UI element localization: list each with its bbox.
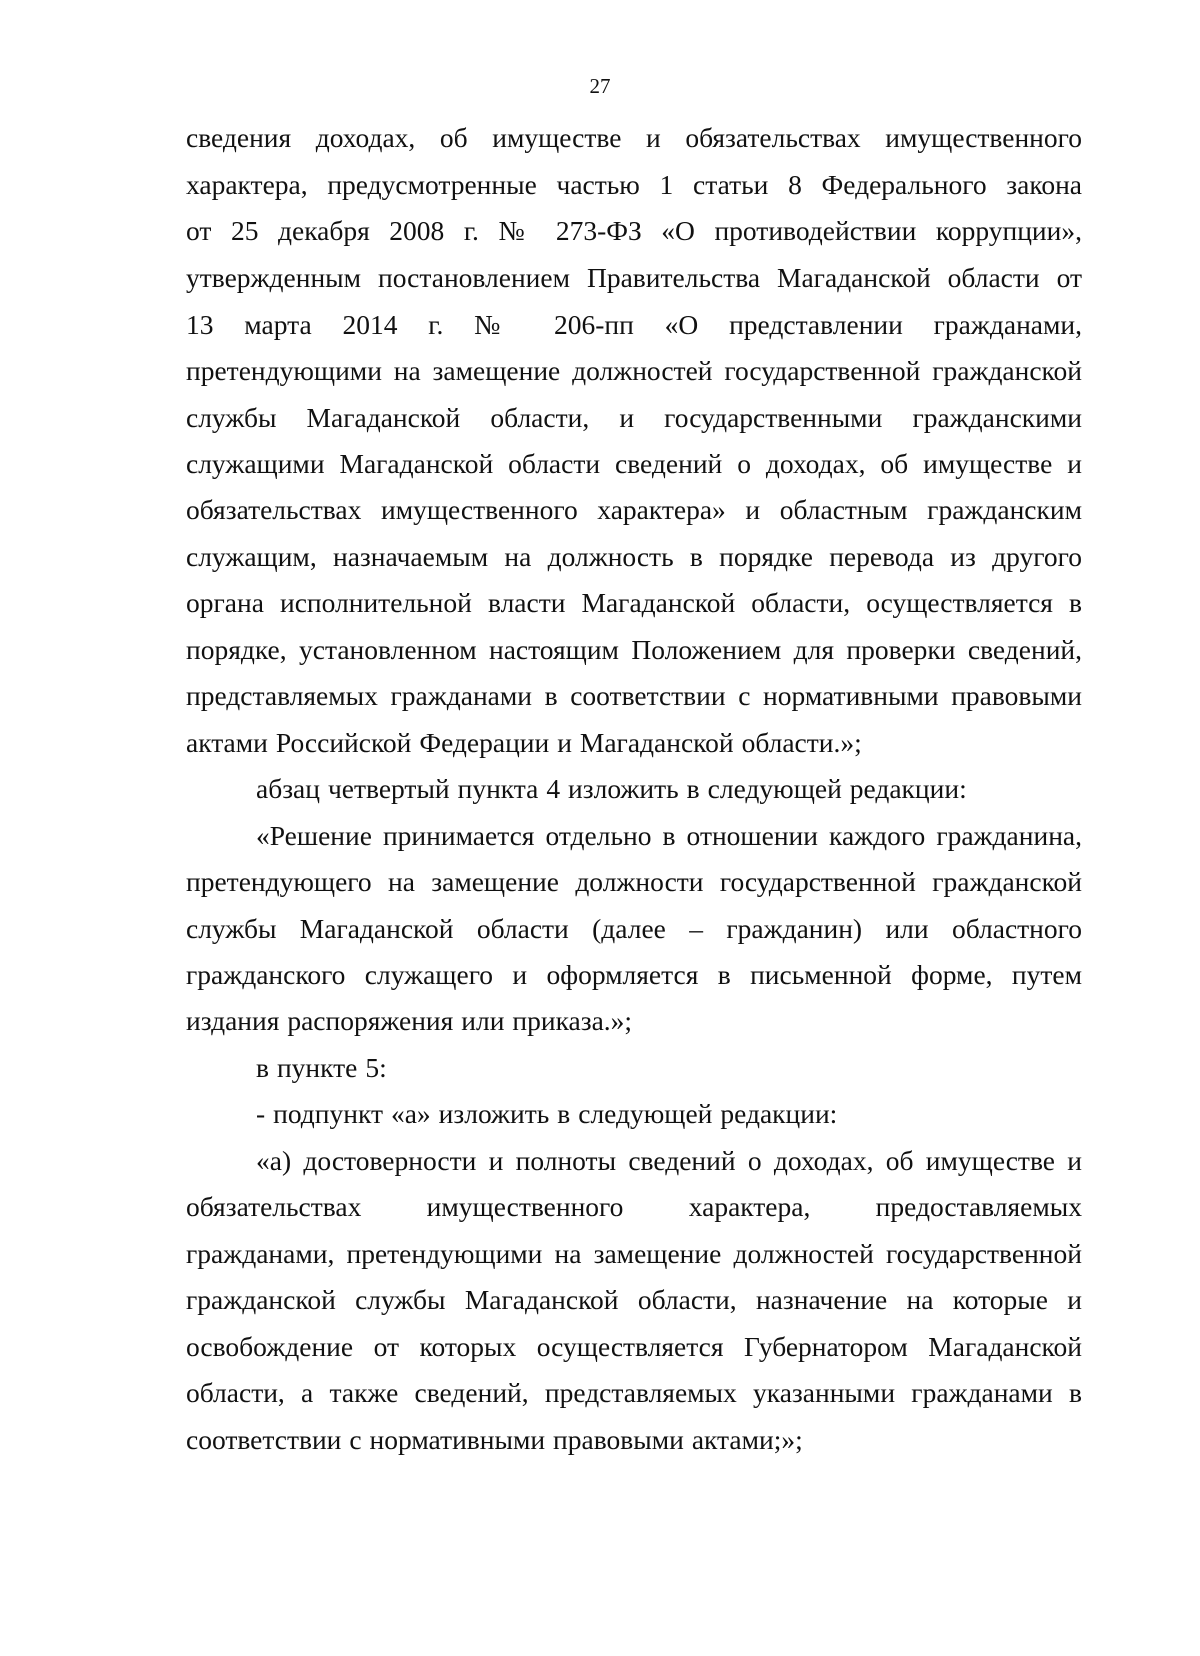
text-line-2: характера, предусмотренные частью 1 статьи 8 Федерального закона	[186, 169, 1082, 200]
text-line-27: освобождение от которых осуществляется Губернатором Магаданской	[186, 1331, 1082, 1362]
text-line-3: от 25 декабря 2008 г. № 273-ФЗ «О противодействии коррупции»,	[186, 215, 1082, 246]
text-line-19: гражданского служащего и оформляется в письменной форме, путем	[186, 959, 1082, 990]
text-line-12: порядке, установленном настоящим Положением для проверки сведений,	[186, 634, 1082, 665]
text-line-26: гражданской службы Магаданской области, назначение на которые и	[186, 1284, 1082, 1315]
text-line-23: «а) достоверности и полноты сведений о доходах, об имуществе и	[256, 1145, 1082, 1176]
text-line-13: представляемых гражданами в соответствии с нормативными правовыми	[186, 680, 1082, 711]
text-line-5: 13 марта 2014 г. № 206-пп «О представлении гражданами,	[186, 309, 1082, 340]
text-line-29: соответствии с нормативными правовыми актами;»;	[186, 1424, 803, 1455]
text-line-6: претендующими на замещение должностей государственной гражданской	[186, 355, 1082, 386]
text-line-10: служащим, назначаемым на должность в порядке перевода из другого	[186, 541, 1082, 572]
text-line-9: обязательствах имущественного характера» и областным гражданским	[186, 494, 1082, 525]
text-line-22: - подпункт «а» изложить в следующей редакции:	[256, 1098, 838, 1129]
page-number: 27	[589, 74, 611, 98]
text-line-14: актами Российской Федерации и Магаданской области.»;	[186, 727, 862, 758]
text-line-4: утвержденным постановлением Правительства Магаданской области от	[186, 262, 1082, 293]
text-line-1: сведения доходах, об имуществе и обязательствах имущественного	[186, 122, 1082, 153]
text-line-16: «Решение принимается отдельно в отношении каждого гражданина,	[256, 820, 1082, 851]
text-line-7: службы Магаданской области, и государственными гражданскими	[186, 402, 1082, 433]
text-line-15: абзац четвертый пункта 4 изложить в следующей редакции:	[256, 773, 967, 804]
text-line-17: претендующего на замещение должности государственной гражданской	[186, 866, 1082, 897]
text-line-24: обязательствах имущественного характера, предоставляемых	[186, 1191, 1082, 1222]
text-line-20: издания распоряжения или приказа.»;	[186, 1005, 633, 1036]
text-line-28: области, а также сведений, представляемых указанными гражданами в	[186, 1377, 1082, 1408]
text-line-25: гражданами, претендующими на замещение должностей государственной	[186, 1238, 1082, 1269]
text-line-8: служащими Магаданской области сведений о доходах, об имуществе и	[186, 448, 1082, 479]
text-line-11: органа исполнительной власти Магаданской области, осуществляется в	[186, 587, 1082, 618]
text-line-21: в пункте 5:	[256, 1052, 387, 1083]
text-line-18: службы Магаданской области (далее – гражданин) или областного	[186, 913, 1082, 944]
